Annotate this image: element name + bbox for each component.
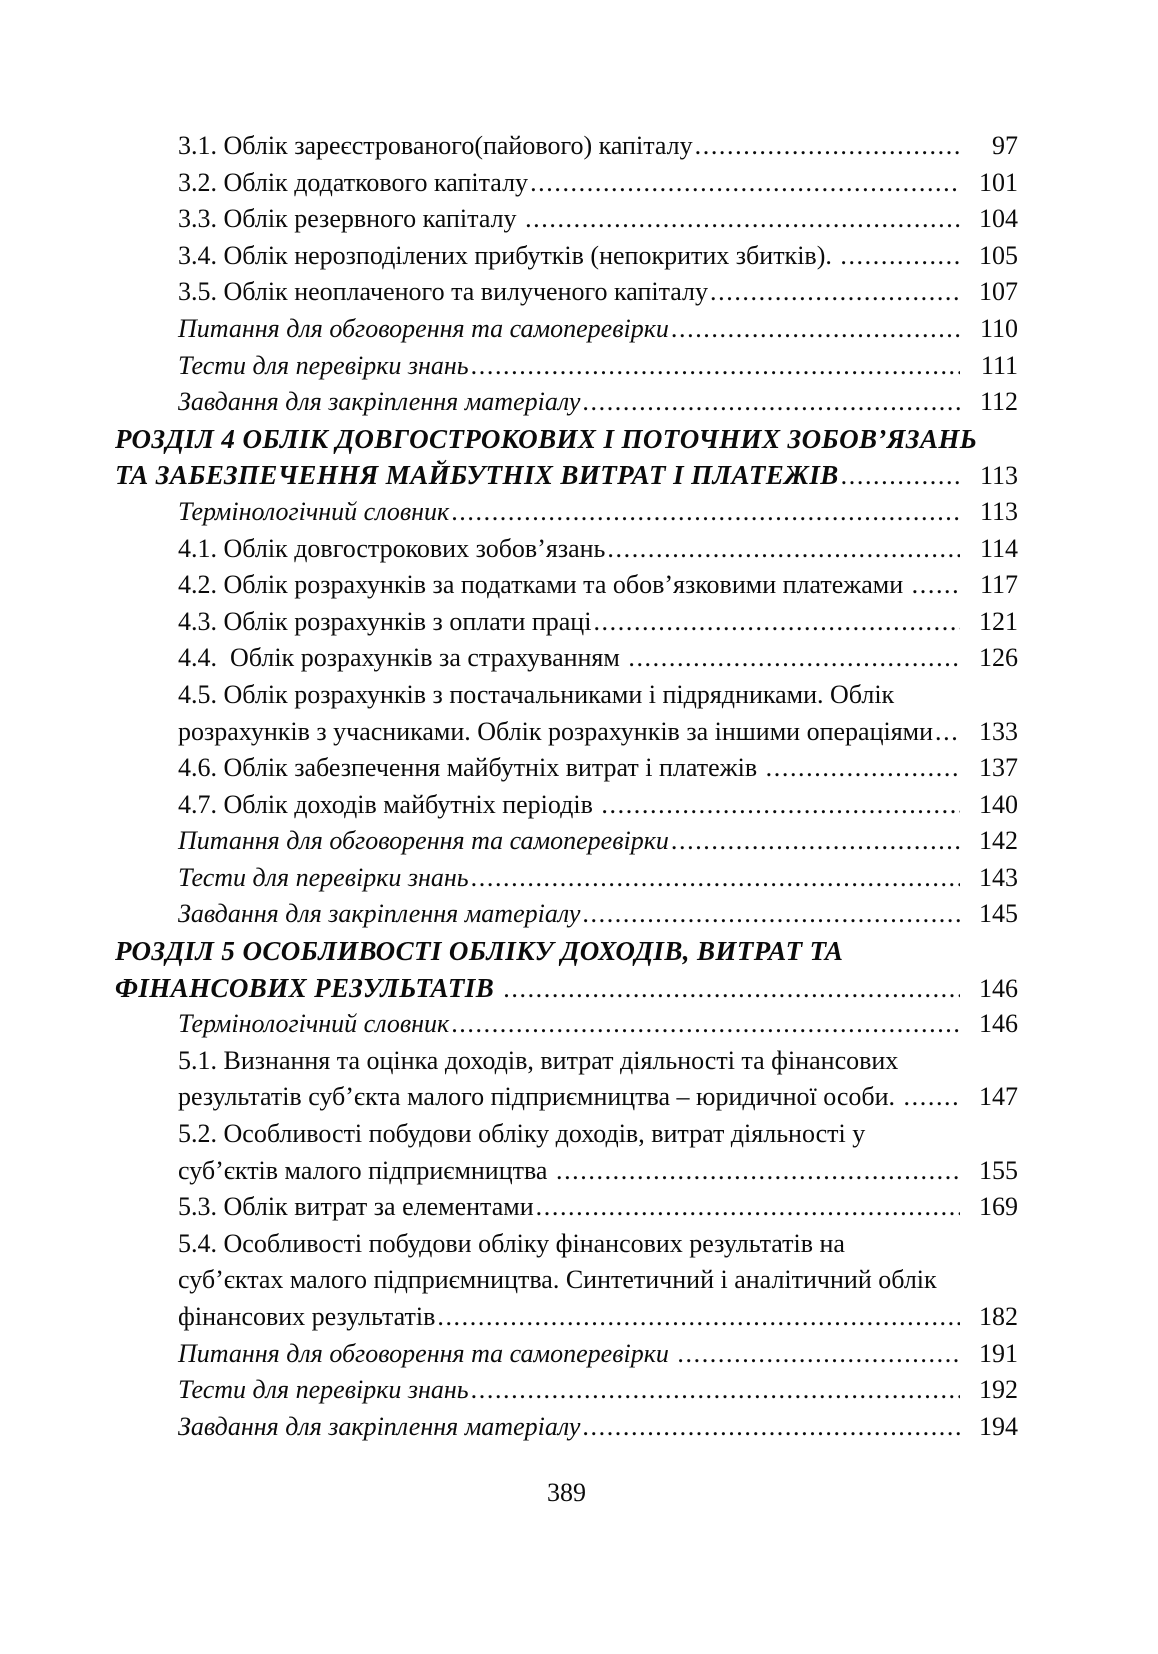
toc-page-number: 145: [979, 899, 1018, 929]
dot-leader: [628, 640, 960, 677]
toc-entry-text: Питання для обговорення та самоперевірки: [178, 826, 669, 856]
toc-entry-text: 5.3. Облік витрат за елементами: [178, 1192, 534, 1222]
toc-entry-line: [115, 1409, 1018, 1446]
toc-entry-text: 5.2. Особливості побудови обліку доходів, витрат діяльності у: [178, 1119, 866, 1149]
toc-entry-line: [115, 677, 1018, 714]
toc-entry-line: [115, 1043, 1018, 1080]
toc-entry-line: [115, 238, 1018, 275]
toc-entry-line: [115, 128, 1018, 165]
toc-entry-text: 3.1. Облік зареєстрованого(пайового) капіталу: [178, 131, 693, 160]
toc-entry-line: [115, 567, 1018, 604]
toc-page-number: 194: [979, 1411, 1018, 1441]
toc-entry-text: фінансових результатів: [178, 1302, 436, 1331]
toc-page-number: 113: [979, 461, 1018, 491]
dot-leader: [525, 201, 960, 238]
dot-leader: [912, 567, 960, 604]
toc-entry-text: РОЗДІЛ 5 ОСОБЛИВОСТІ ОБЛІКУ ДОХОДІВ, ВИТРАТ ТА: [115, 936, 844, 967]
toc-entry-line: [115, 384, 1018, 421]
toc-chapter-heading-line: [115, 933, 1018, 970]
toc-entry-line: [115, 165, 1018, 202]
dot-leader: [677, 1336, 960, 1373]
toc-entry-line: [115, 860, 1018, 897]
dot-leader: [671, 311, 960, 348]
toc-entry-line: [115, 531, 1018, 568]
dot-leader: [607, 531, 960, 568]
dot-leader: [671, 823, 960, 860]
toc-page-number: 169: [979, 1192, 1018, 1222]
dot-leader: [840, 238, 960, 275]
toc-entry-text: 4.6. Облік забезпечення майбутніх витрат і платежів: [178, 753, 764, 783]
dot-leader: [904, 1079, 960, 1116]
toc-entry-line: [115, 274, 1018, 311]
toc-entry-text: 5.4. Особливості побудови обліку фінансових результатів на: [178, 1228, 845, 1258]
toc-entry-text: Питання для обговорення та самоперевірки: [178, 313, 669, 343]
toc-page-number: 126: [979, 643, 1018, 673]
toc-page-number: 110: [979, 313, 1018, 343]
toc-entry-line: [115, 750, 1018, 787]
toc-page-number: 192: [979, 1375, 1018, 1405]
toc-entry-line: [115, 201, 1018, 238]
toc-entry-text: результатів суб’єкта малого підприємництва – юридичної особи.: [178, 1082, 902, 1112]
dot-leader: [695, 128, 960, 165]
toc-entry-line: [115, 823, 1018, 860]
toc-page-number: 143: [979, 862, 1018, 892]
dot-leader: [536, 1189, 960, 1226]
toc-entry-line: [115, 896, 1018, 933]
toc-entry-text: Питання для обговорення та самоперевірки: [178, 1338, 676, 1368]
toc-entry-line: [115, 714, 1018, 751]
dot-leader: [451, 1006, 960, 1043]
toc-entry-text: РОЗДІЛ 4 ОБЛІК ДОВГОСТРОКОВИХ І ПОТОЧНИХ ЗОБОВ’ЯЗАНЬ: [115, 423, 978, 454]
dot-leader: [582, 1409, 960, 1446]
toc-page-number: 114: [979, 533, 1018, 563]
toc-page-number: 101: [979, 167, 1018, 197]
toc-page-number: 121: [979, 606, 1018, 636]
toc-entry-text: Тести для перевірки знань: [178, 862, 469, 892]
dot-leader: [556, 1153, 960, 1190]
toc-entry-line: [115, 787, 1018, 824]
toc-page-number: 155: [979, 1155, 1018, 1185]
toc-entry-text: Завдання для закріплення матеріалу: [178, 1411, 581, 1441]
toc-entry-line: [115, 1372, 1018, 1409]
toc-chapter-heading-line: [115, 970, 1018, 1007]
toc-entry-text: Завдання для закріплення матеріалу: [178, 899, 581, 929]
toc-entry-line: [115, 1336, 1018, 1373]
toc-entry-line: [115, 1299, 1018, 1336]
toc-entry-line: [115, 1153, 1018, 1190]
toc-entry-text: розрахунків з учасниками. Облік розрахунків за іншими операціями: [178, 716, 934, 746]
dot-leader: [471, 860, 960, 897]
toc-entry-text: Завдання для закріплення матеріалу: [178, 387, 581, 417]
toc-page-number: 97: [992, 131, 1018, 160]
toc-entry-line: [115, 1262, 1018, 1299]
toc-entry-line: [115, 1116, 1018, 1153]
toc-page-number: 140: [979, 789, 1018, 819]
toc-entry-line: [115, 640, 1018, 677]
toc-entry-text: ФІНАНСОВИХ РЕЗУЛЬТАТІВ: [115, 972, 502, 1003]
toc-chapter-heading-line: [115, 457, 1018, 494]
toc-page-number: 147: [979, 1082, 1018, 1112]
dot-leader: [437, 1299, 960, 1336]
dot-leader: [593, 604, 960, 641]
toc-entry-line: [115, 1226, 1018, 1263]
dot-leader: [710, 274, 960, 311]
dot-leader: [766, 750, 960, 787]
dot-leader: [601, 787, 960, 824]
toc-chapter-heading-line: [115, 421, 1018, 458]
dot-leader: [582, 896, 960, 933]
toc-entry-line: [115, 1006, 1018, 1043]
toc-entry-text: Термінологічний словник: [178, 1009, 450, 1039]
dot-leader: [841, 458, 960, 495]
toc-entry-text: 3.5. Облік неоплаченого та вилученого капіталу: [178, 277, 709, 307]
toc-entry-text: 3.2. Облік додаткового капіталу: [178, 167, 529, 197]
toc-entry-line: [115, 494, 1018, 531]
dot-leader: [503, 971, 960, 1008]
toc-entry-text: 4.5. Облік розрахунків з постачальниками і підрядниками. Облік: [178, 679, 895, 709]
toc-entry-text: 3.4. Облік нерозподілених прибутків (непокритих збитків).: [178, 240, 839, 270]
toc-page-number: 137: [979, 753, 1018, 783]
toc-page-number: 105: [979, 240, 1018, 270]
dot-leader: [582, 384, 960, 421]
toc-page-number: 107: [979, 277, 1018, 307]
toc-page-number: 146: [979, 1009, 1018, 1039]
toc-page-number: 182: [979, 1302, 1018, 1331]
toc-entry-line: [115, 604, 1018, 641]
dot-leader: [471, 348, 960, 385]
toc-page-number: 133: [979, 716, 1018, 746]
toc-entry-text: суб’єктах малого підприємництва. Синтетичний і аналітичний облік: [178, 1265, 937, 1295]
toc-entry-text: 4.2. Облік розрахунків за податками та обов’язковими платежами: [178, 570, 910, 600]
toc-page-number: 146: [979, 973, 1018, 1003]
toc-page-number: 111: [980, 350, 1018, 380]
dot-leader: [530, 165, 960, 202]
toc-entry-text: 3.3. Облік резервного капіталу: [178, 204, 524, 234]
dot-leader: [451, 494, 960, 531]
toc-list: [115, 128, 1018, 1445]
toc-entry-text: 4.1. Облік довгострокових зобов’язань: [178, 533, 606, 563]
dot-leader: [471, 1372, 960, 1409]
page-number-footer: 389: [547, 1478, 586, 1507]
toc-page-number: 104: [979, 204, 1018, 234]
toc-entry-text: 5.1. Визнання та оцінка доходів, витрат діяльності та фінансових: [178, 1045, 899, 1075]
toc-page-number: 113: [979, 496, 1018, 526]
toc-entry-line: [115, 1079, 1018, 1116]
toc-page-number: 117: [979, 570, 1018, 600]
toc-entry-text: Тести для перевірки знань: [178, 1375, 469, 1405]
toc-entry-line: [115, 311, 1018, 348]
toc-entry-text: 4.7. Облік доходів майбутніх періодів: [178, 789, 600, 819]
toc-entry-text: Термінологічний словник: [178, 496, 450, 526]
toc-entry-text: ТА ЗАБЕЗПЕЧЕННЯ МАЙБУТНІХ ВИТРАТ І ПЛАТЕЖІВ: [115, 460, 839, 491]
toc-entry-text: суб’єктів малого підприємництва: [178, 1155, 554, 1185]
toc-entry-line: [115, 348, 1018, 385]
toc-entry-text: Тести для перевірки знань: [178, 350, 469, 380]
toc-page-number: 112: [979, 387, 1018, 417]
toc-page-number: 191: [979, 1338, 1018, 1368]
dot-leader: [935, 714, 960, 751]
toc-entry-text: 4.3. Облік розрахунків з оплати праці: [178, 606, 592, 636]
toc-page-number: 142: [979, 826, 1018, 856]
toc-entry-text: 4.4. Облік розрахунків за страхуванням: [178, 643, 627, 673]
toc-entry-line: [115, 1189, 1018, 1226]
